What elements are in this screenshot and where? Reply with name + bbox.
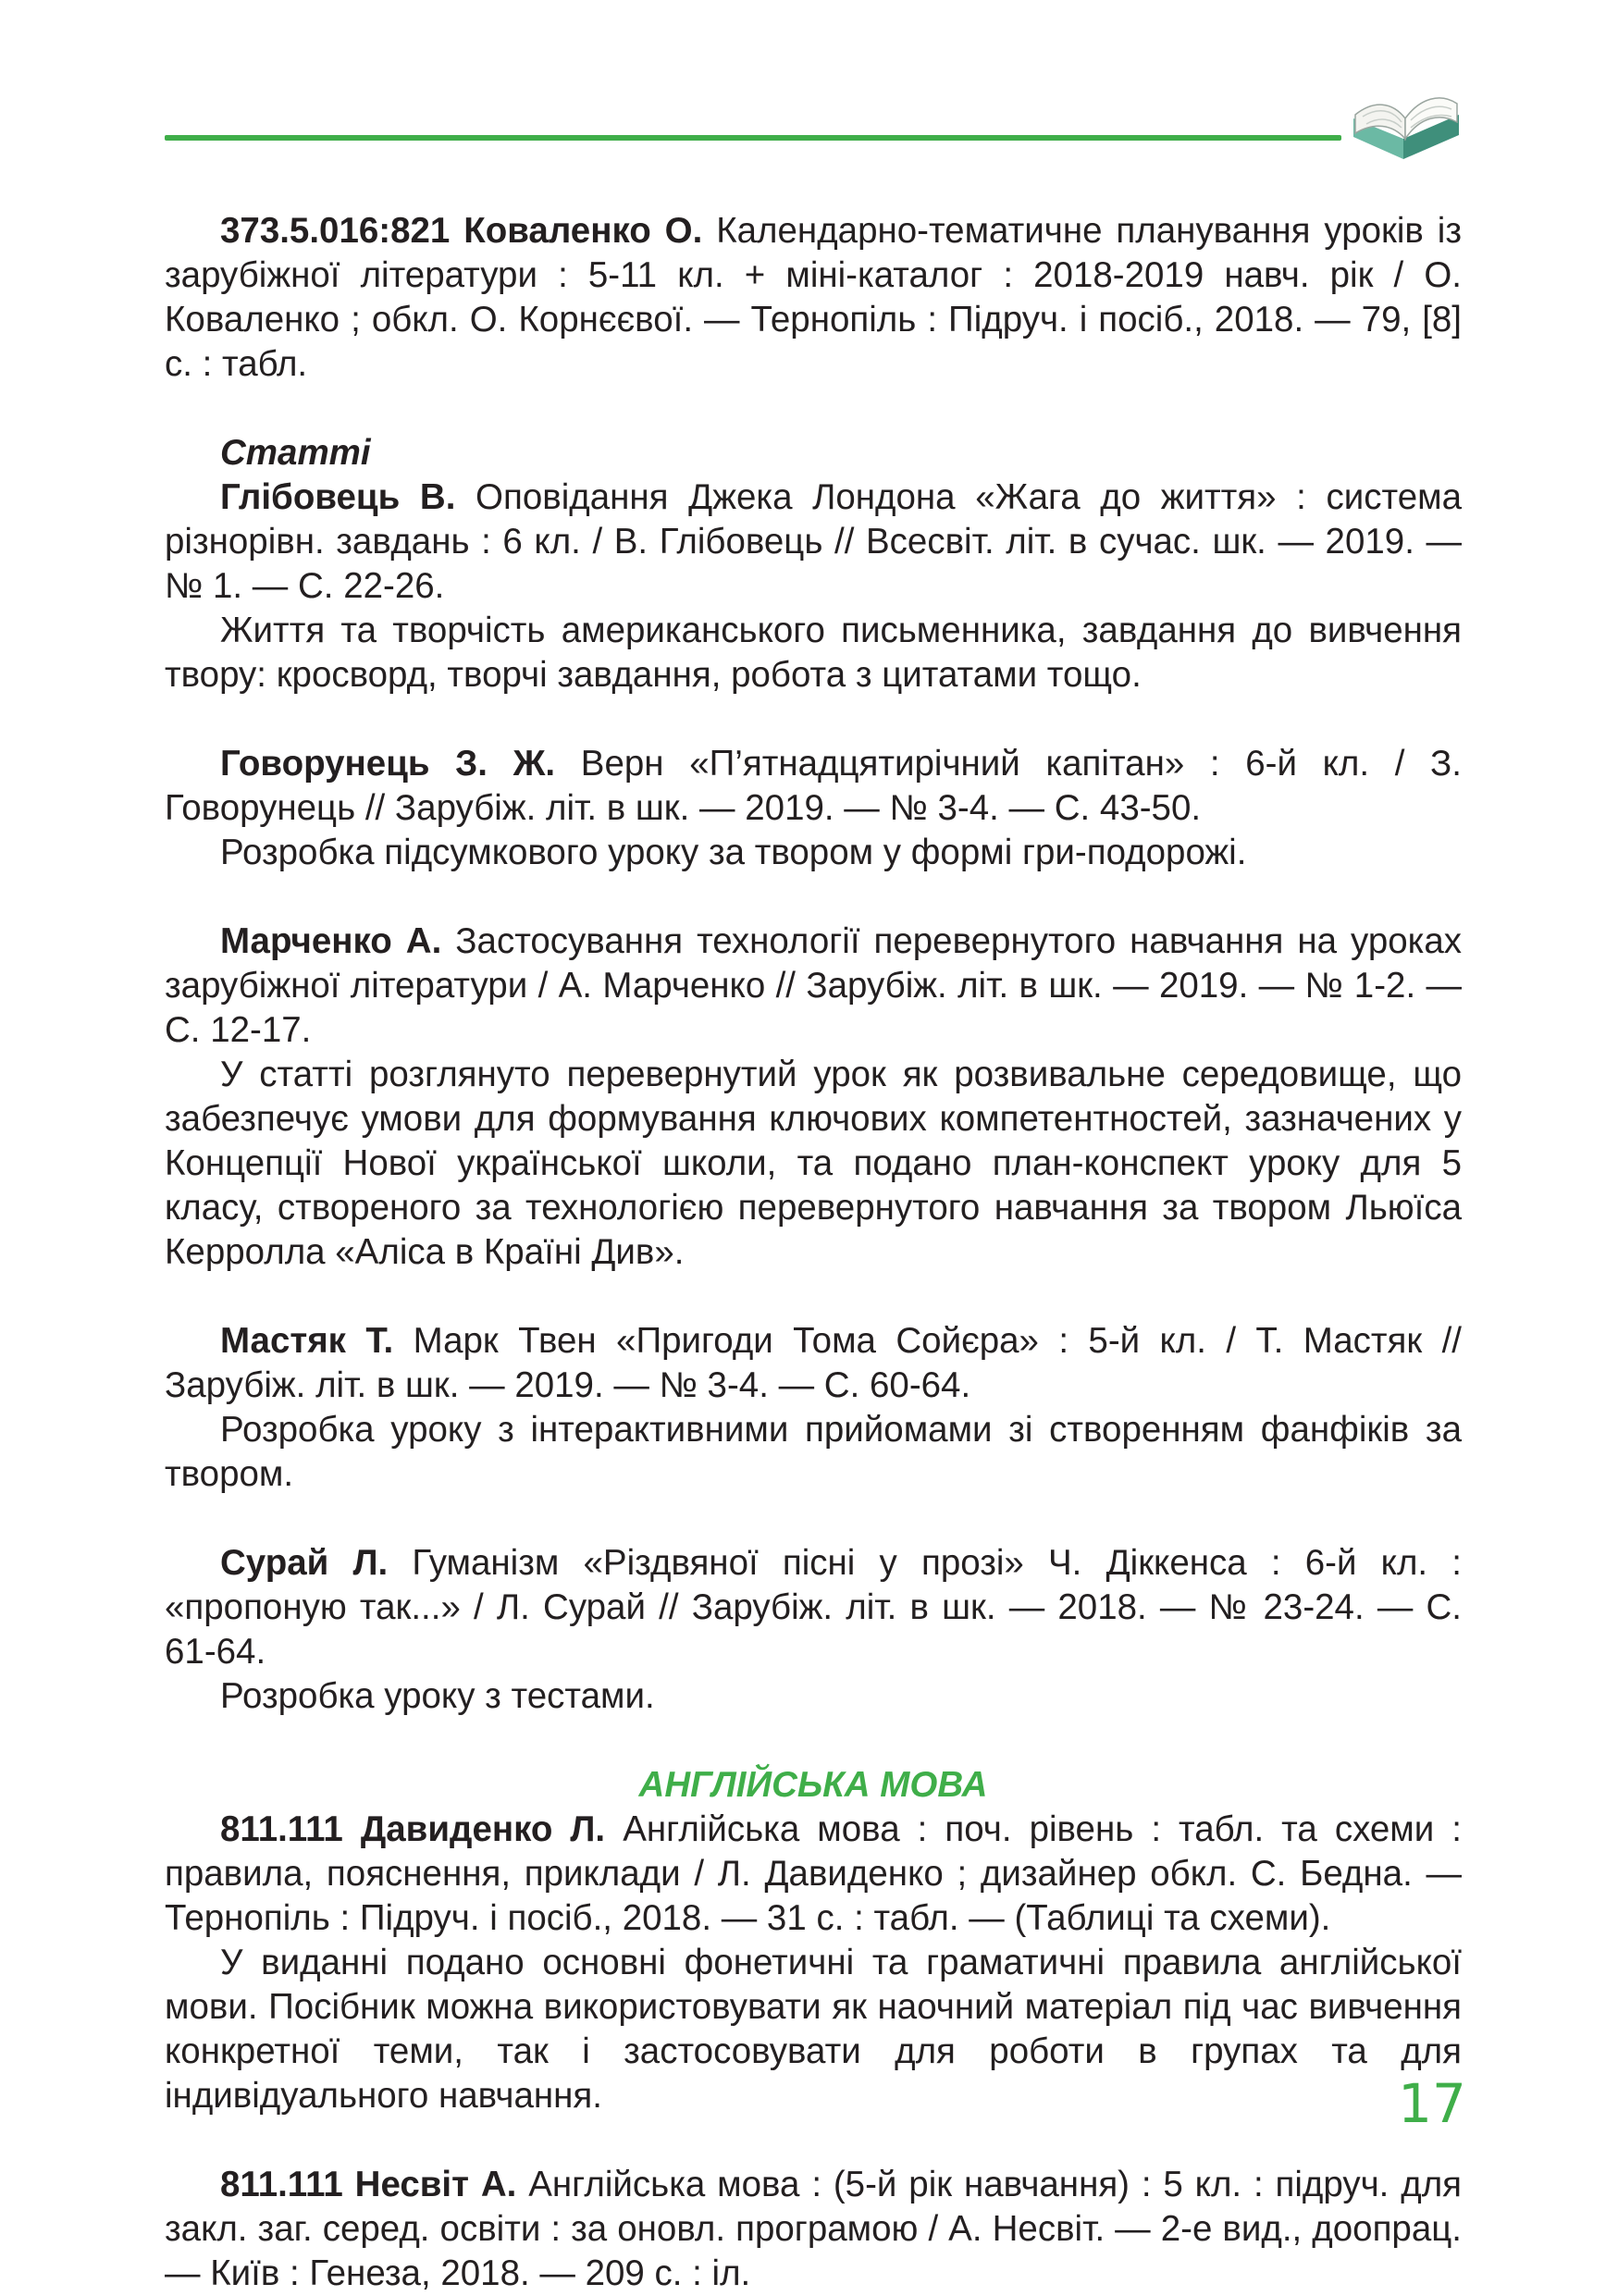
catalog-entry xyxy=(165,209,1462,387)
catalog-entry xyxy=(165,1808,1462,1941)
articles-heading: Статті xyxy=(220,433,371,473)
article-body: Оповідання Джека Лондона «Жага до життя» : система різнорівн. завдань : 6 кл. / В. Глібовець // Всесвіт. літ. в сучас. шк. — 2019. — № 1. — С. 22-26. xyxy=(165,477,1462,606)
article-body: Застосування технології перевернутого навчання на уроках зарубіжної літератури / А. Марченко // Зарубіж. літ. в шк. — 2019. — № 1-2. — С. 12-17. xyxy=(165,921,1463,1050)
entry-code-author: 811.111 Давиденко Л. xyxy=(220,1809,606,1849)
entry-body: Англійська мова : (5-й рік навчання) : 5 кл. : підруч. для закл. заг. серед. освіти : за оновл. програмою / А. Несвіт. — 2-е вид., доопрац. — Київ : Генеза, 2018. — 209 с. : іл. xyxy=(165,2165,1463,2293)
article-author: Глібовець В. xyxy=(220,477,456,517)
article-annotation: Розробка уроку з інтерактивними прийомами зі створенням фанфіків за твором. xyxy=(165,1410,1462,1494)
catalog-entry xyxy=(165,2163,1462,2296)
article-author: Сурай Л. xyxy=(220,1543,389,1583)
entry-annotation: У виданні подано основні фонетичні та граматичні правила англійської мови. Посібник можна використовувати як наочний матеріал під час вивчення конкретної теми, так і застосовувати для роботи в групах та для індивідуального навчання. xyxy=(165,1943,1462,2116)
entry-code-author: 811.111 Несвіт А. xyxy=(220,2165,517,2204)
entry-body: Англійська мова : поч. рівень : табл. та схеми : правила, пояснення, приклади / Л. Давиденко ; дизайнер обкл. С. Бедна. — Тернопіль : Підруч. і посіб., 2018. — 31 с. : табл. — (Таблиці та схеми). xyxy=(165,1809,1463,1938)
header-rule xyxy=(165,135,1341,141)
article-author: Марченко А. xyxy=(220,921,442,961)
article-annotation: Розробка підсумкового уроку за твором у формі гри-подорожі. xyxy=(220,833,1247,872)
entry-body: Календарно-тематичне планування уроків із зарубіжної літератури : 5-11 кл. + міні-каталог : 2018-2019 навч. рік / О. Коваленко ; обкл. О. Корнєєвої. — Тернопіль : Підруч. і посіб., 2018. — 79, [8] с. : табл. xyxy=(165,211,1462,384)
bibliography-content xyxy=(165,209,1462,2296)
article-entry xyxy=(165,920,1462,1053)
article-annotation: Життя та творчість американського письменника, завдання до вивчення твору: кросворд, творчі завдання, робота з цитатами тощо. xyxy=(165,611,1462,695)
open-book-icon xyxy=(1346,74,1466,167)
article-entry xyxy=(165,742,1462,831)
article-entry xyxy=(165,1541,1462,1674)
article-annotation: Розробка уроку з тестами. xyxy=(220,1676,655,1716)
page-number: 17 xyxy=(1398,2072,1466,2135)
article-annotation: У статті розглянуто перевернутий урок як розвивальне середовище, що забезпечує умови для формування ключових компетентностей, зазначених у Концепції Нової української школи, та подано план-конспект уроку для 5 класу, створеного за технологією перевернутого навчання за твором Льюїса Керролла «Аліса в Країні Див». xyxy=(165,1055,1462,1272)
subject-heading: АНГЛІЙСЬКА МОВА xyxy=(638,1765,988,1805)
article-author: Говорунець З. Ж. xyxy=(220,744,556,784)
article-body: Марк Твен «Пригоди Тома Сойєра» : 5-й кл. / Т. Мастяк // Зарубіж. літ. в шк. — 2019. — № 3-4. — С. 60-64. xyxy=(165,1321,1463,1405)
article-body: Верн «П’ятнадцятирічний капітан» : 6-й кл. / З. Говорунець // Зарубіж. літ. в шк. — 2019. — № 3-4. — С. 43-50. xyxy=(165,744,1462,828)
article-body: Гуманізм «Різдвяної пісні у прозі» Ч. Діккенса : 6-й кл. : «пропоную так...» / Л. Сурай // Зарубіж. літ. в шк. — 2018. — № 23-24. — С. 61-64. xyxy=(165,1543,1463,1672)
entry-code-author: 373.5.016:821 Коваленко О. xyxy=(220,211,703,251)
article-entry xyxy=(165,475,1462,609)
article-entry xyxy=(165,1319,1462,1408)
article-author: Мастяк Т. xyxy=(220,1321,394,1361)
